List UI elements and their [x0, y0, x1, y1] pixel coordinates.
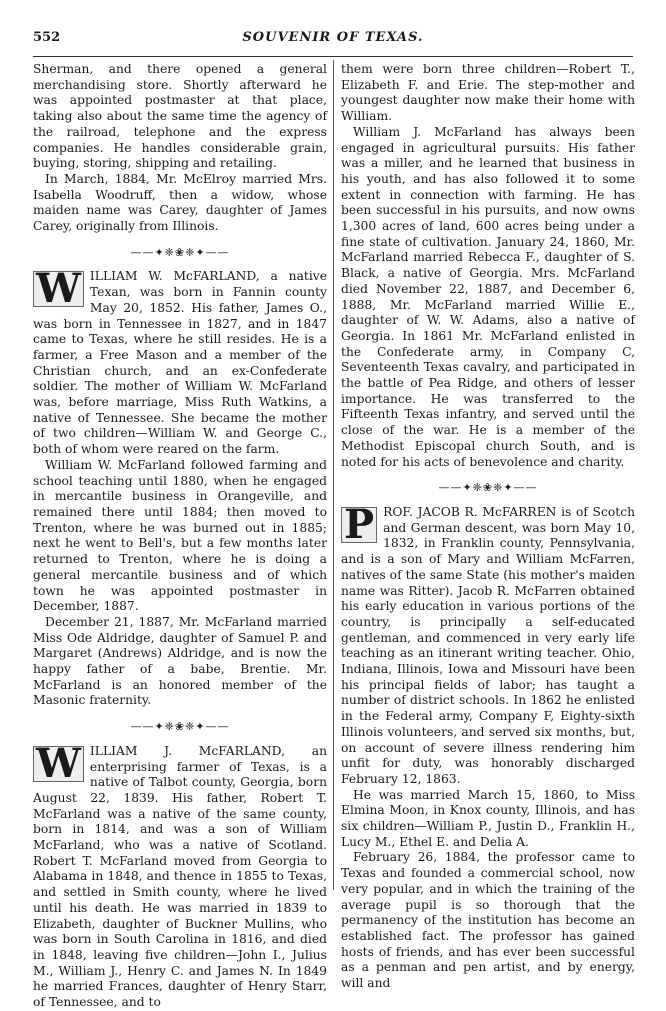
- paragraph: February 26, 1884, the professor came to Texas and founded a commercial school, now very popular, and in which the training of the average pupil is so thorough that the permanency of the institution has become an established fact. The professor has gained hosts of friends, and has ever been successful as a penman and pen artist, and by energy, will and: [341, 850, 635, 991]
- subject-name: ILLIAM J. McFARLAND,: [89, 743, 286, 758]
- subject-name: ROF. JACOB R. McFARREN: [383, 504, 557, 519]
- drop-cap: P: [341, 507, 377, 543]
- drop-cap: W: [33, 746, 84, 782]
- section-ornament: ——✦❈❀❈✦——: [438, 481, 538, 495]
- biography-william-w-mcfarland: [33, 265, 327, 457]
- right-column: [341, 62, 635, 992]
- paragraph: William W. McFarland followed farming and school teaching until 1880, when he engaged in mercantile business in Orangeville, and remained there until 1884; then moved to Trenton, where he was burned out in 1885; next he went to Bell's, but a few months later returned to Trenton, where he is doing a general mercantile business and of which town he was appointed postmaster in December, 1887.: [33, 457, 327, 614]
- header-rule: [33, 56, 633, 57]
- paragraph: them were born three children—Robert T., Elizabeth F. and Erie. The step-mother and youngest daughter now make their home with William.: [341, 62, 635, 124]
- drop-cap: W: [33, 271, 84, 307]
- biography-jacob-r-mcfarren: [341, 500, 636, 788]
- left-column: [33, 62, 327, 1011]
- paragraph: In March, 1884, Mr. McElroy married Mrs. Isabella Woodruff, then a widow, whose maiden name was Carey, daughter of James Carey, originally from Illinois.: [33, 171, 327, 234]
- paragraph-text: a native Texan, was born in Fannin county May 20, 1852. His father, James O., was born in Tennessee in 1827, and in 1847 came to Texas, where he still resides. He is a farmer, a Free Mason and a member of the Christian church, and an ex-Confederate soldier. The mother of William W. McFarland was, before marriage, Miss Ruth Watkins, a native of Tennessee. She became the mother of two children—William W. and George C., both of whom were reared on the farm.: [33, 269, 327, 457]
- column-divider: [333, 60, 334, 890]
- paragraph: He was married March 15, 1860, to Miss Elmina Moon, in Knox county, Illinois, and has six children—William P., Justin D., Franklin H., Lucy M., Ethel E. and Delia A.: [341, 787, 635, 849]
- biography-william-j-mcfarland: [33, 739, 327, 1011]
- paragraph: December 21, 1887, Mr. McFarland married Miss Ode Aldridge, daughter of Samuel P. and Margaret (Andrews) Aldridge, and is now the happy father of a babe, Brentie. Mr. McFarland is an honored member of the Masonic fraternity.: [33, 614, 327, 708]
- page-header: [33, 30, 633, 50]
- running-title: SOUVENIR OF TEXAS.: [242, 30, 424, 45]
- paragraph: William J. McFarland has always been engaged in agricultural pursuits. His father was a miller, and he learned that business in his youth, and has also followed it to some extent in connection with farming. He has been successful in his pursuits, and now owns 1,300 acres of land, 600 acres being under a fine state of cultivation. January 24, 1860, Mr. McFarland married Rebecca F., daughter of S. Black, a native of Georgia. Mrs. McFarland died November 22, 1887, and December 6, 1888, Mr. McFarland married Willie E., daughter of W. W. Adams, also a native of Georgia. In 1861 Mr. McFarland enlisted in the Confederate army, in Company C, Seventeenth Texas cavalry, and participated in the battle of Pea Ridge, and others of lesser importance. He was transferred to the Fifteenth Texas infantry, and served until the close of the war. He is a member of the Methodist Episcopal church South, and is noted for his acts of benevolence and charity.: [341, 124, 635, 469]
- section-ornament: ——✦❈❀❈✦——: [130, 245, 230, 259]
- section-ornament: ——✦❈❀❈✦——: [130, 720, 230, 734]
- paragraph-text: is of Scotch and German descent, was born May 10, 1832, in Franklin county, Pennsylvania, and is a son of Mary and William McFarren, natives of the same State (his mother's maiden name was Ritter). Jacob R. McFarren obtained his early education in various portions of the country, is principally a self-educated gentleman, and commenced in very early life teaching as an itinerant writing teacher. Ohio, Indiana, Illinois, Iowa and Missouri have been his principal fields of labor; has taught a number of district schools. In 1862 he enlisted in the Federal army, Company F, Eighty-sixth Illinois volunteers, and served six months, but, on account of severe illness rendering him unfit for duty, was honorably discharged February 12, 1863.: [341, 504, 636, 786]
- paragraph-text: an enterprising farmer of Texas, is a native of Talbot county, Georgia, born August 22, 1839. His father, Robert T. McFarland was a native of the same county, born in 1814, and was a son of William McFarland, who was a native of Scotland. Robert T. McFarland moved from Georgia to Alabama in 1848, and thence in 1855 to Texas, and settled in Smith county, where he lived until his death. He was married in 1839 to Elizabeth, daughter of Buckner Mullins, who was born in South Carolina in 1816, and died in 1848, leaving five children—John I., Julius M., William J., Henry C. and James N. In 1849 he married Frances, daughter of Henry Starr, of Tennessee, and to: [33, 743, 327, 1010]
- page-number: 552: [33, 30, 61, 45]
- paragraph: Sherman, and there opened a general merchandising store. Shortly afterward he was appointed postmaster at that place, taking also about the same time the agency of the railroad, telephone and the express companies. He handles considerable grain, buying, storing, shipping and retailing.: [33, 62, 327, 171]
- subject-name: ILLIAM W. McFARLAND,: [89, 269, 260, 284]
